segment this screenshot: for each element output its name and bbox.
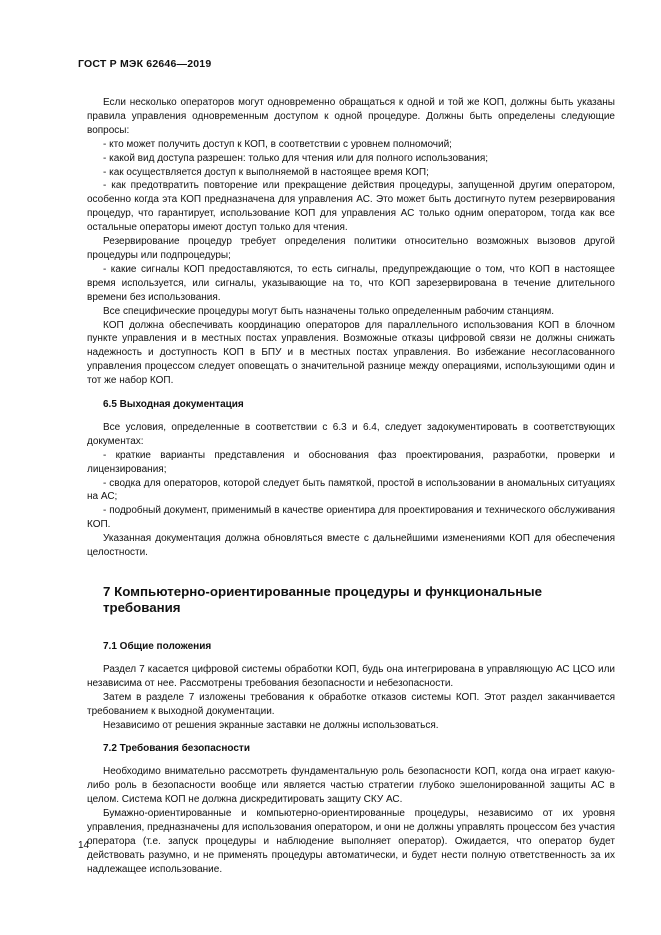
paragraph: Бумажно-ориентированные и компьютерно-ориентированные процедуры, независимо от их уровня управления, предназначены для использования оператором, и они не должны управлять процессом без участия оператора (т.е. запуск процедуры и наблюдение выполняет оператор). Ожидается, что оператор будет действовать разумно, и не применять процедуры автоматически, и будет нести полную ответственность за их надлежащее использование. [87,808,615,875]
paragraph: Раздел 7 касается цифровой системы обработки КОП, будь она интегрирована в управляющую АС ЦСО или независима от нее. Рассмотрены требования безопасности и небезопасности. [87,663,615,689]
list-item: - кто может получить доступ к КОП, в соответствии с уровнем полномочий; [103,138,452,150]
chapter-heading-7: 7 Компьютерно-ориентированные процедуры и функциональные требования [103,584,543,615]
page-content [87,96,615,877]
list-item: - какой вид доступа разрешен: только для чтения или для полного использования; [103,152,489,164]
standard-header: ГОСТ Р МЭК 62646—2019 [78,58,212,70]
paragraph: Необходимо внимательно рассмотреть фундаментальную роль безопасности КОП, когда она играет какую-либо роль в безопасности вообще или является частью стратегии глубоко эшелонированной защиты АС в целом. Система КОП не должна дискредитировать защиту СКУ АС. [87,766,615,806]
list-item: - как осуществляется доступ к выполняемой в настоящее время КОП; [103,166,429,178]
paragraph: Все условия, определенные в соответствии с 6.3 и 6.4, следует задокументировать в соответствующих документах: [87,421,615,447]
list-item: - подробный документ, применимый в качестве ориентира для проектирования и технического обслуживания КОП. [87,505,615,531]
list-item: - сводка для операторов, которой следует быть памяткой, простой в использовании в аномальных ситуациях на АС; [87,477,615,503]
paragraph: Все специфические процедуры могут быть назначены только определенным рабочим станциям. [103,305,555,317]
paragraph: Резервирование процедур требует определения политики относительно возможных вызовов другой процедуры или подпроцедуры; [87,236,615,261]
section-heading-7-1: 7.1 Общие положения [103,641,212,652]
paragraph: Независимо от решения экранные заставки не должны использоваться. [103,719,439,731]
paragraph: Указанная документация должна обновляться вместе с дальнейшими изменениями КОП для обеспечения целостности. [87,533,615,559]
paragraph: КОП должна обеспечивать координацию операторов для параллельного использования КОП в блочном пункте управления и в местных постах управления. Возможные отказы цифровой связи не должны снижать надежность и доступность КОП в БПУ и в местных постах управления. Во избежание несогласованного управления процессом следует оповещать о значительной разнице между операциями, использующими один и тот же набор КОП. [87,319,615,387]
paragraph: Затем в разделе 7 изложены требования к обработке отказов системы КОП. Этот раздел заканчивается требованием к выходной документации. [87,691,615,717]
paragraph: Если несколько операторов могут одновременно обращаться к одной и той же КОП, должны быть указаны правила управления одновременным доступом к одной процедуре. Должны быть определены следующие вопросы: [87,97,615,136]
page-number: 14 [78,840,90,851]
section-heading-6-5: 6.5 Выходная документация [103,399,244,411]
list-item: - какие сигналы КОП предоставляются, то есть сигналы, предупреждающие о том, что КОП в настоящее время используется, или сигналы, указывающие на то, что КОП зарезервирована в течение длительного времени без использования. [87,263,615,303]
section-heading-7-2: 7.2 Требования безопасности [103,743,250,755]
list-item: - краткие варианты представления и обоснования фаз проектирования, разработки, проверки и лицензирования; [87,449,615,475]
list-item: - как предотвратить повторение или прекращение действия процедуры, запущенной другим оператором, особенно когда эта КОП предназначена для управления АС. Это может быть достигнуто путем резервирования процедур, что гарантирует, использование КОП для управления АС только одним оператором, тогда как все остальные операторы имеют доступ только для чтения. [87,180,615,234]
